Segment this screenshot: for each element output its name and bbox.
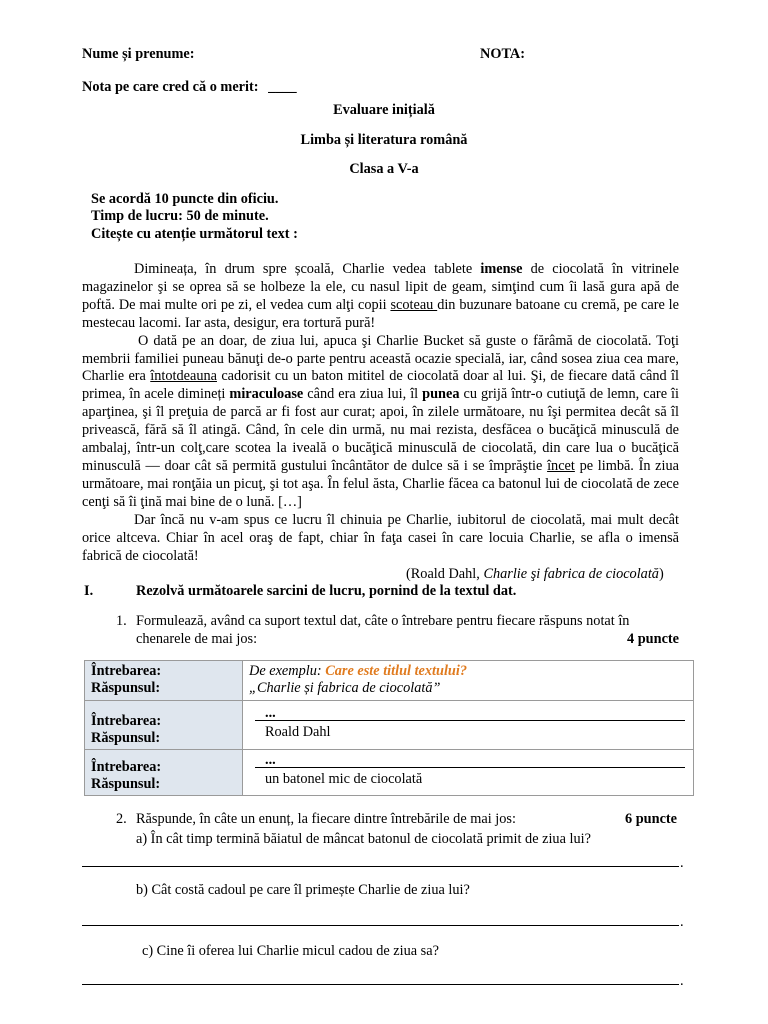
question-answer-table	[84, 660, 694, 796]
answer-cell[interactable]	[243, 750, 694, 796]
table-row	[85, 750, 694, 796]
answer-line-a[interactable]	[82, 865, 679, 867]
task2-points: 6 puncte	[625, 811, 678, 827]
row-labels: Întrebarea: Răspunsul:	[85, 701, 243, 750]
row-labels: Întrebarea: Răspunsul:	[85, 661, 243, 701]
info-read: Citește cu atenție următorul text :	[91, 226, 298, 242]
task2-number: 2.	[116, 811, 127, 827]
task1-line1: Formulează, având ca suport textul dat, câte o întrebare pentru fiecare răspuns notat în	[136, 613, 630, 629]
answer-line-c-end: .	[680, 973, 684, 989]
section-number: I.	[84, 583, 94, 599]
answer-line-b[interactable]	[82, 924, 679, 926]
answer-cell[interactable]	[243, 701, 694, 750]
title-evaluation: Evaluare inițială	[333, 102, 435, 118]
paragraph-1: Dimineața, în drum spre școală, Charlie vedea tablete imense de ciocolată în vitrinele magazinelor şi se oprea să se holbeze la ele, cu nasul lipit de geam, simţind cum îi lasă gura apă de poftă. De mai multe ori pe zi, el vedea cum alţi copii scoteau din buzunare batoane cu cremă, pe care le mestecau lacomi. Iar asta, desigur, era tortură pură!	[82, 261, 679, 331]
name-label: Nume și prenume:	[82, 46, 195, 62]
task1-points: 4 puncte	[627, 631, 680, 647]
answer-line-a-end: .	[680, 855, 684, 871]
table-row	[85, 661, 694, 701]
question-write-line[interactable]: ...	[255, 705, 685, 721]
answer-line-b-end: .	[680, 914, 684, 930]
task2-text: Răspunde, în câte un enunț, la fiecare dintre întrebările de mai jos:	[136, 811, 516, 827]
example-cell: De exemplu: Care este titlul textului? „Charlie și fabrica de ciocolată”	[243, 661, 694, 701]
text-source: (Roald Dahl, Charlie şi fabrica de ciocolată)	[406, 566, 664, 582]
task1-line2: chenarele de mai jos:	[136, 631, 258, 647]
self-grade-label: Nota pe care cred că o merit:	[82, 79, 259, 95]
answer-text: un batonel mic de ciocolată	[265, 771, 423, 787]
task1-number: 1.	[116, 613, 127, 629]
question-b: b) Cât costă cadoul pe care îl primește Charlie de ziua lui?	[136, 882, 470, 898]
answer-text: Roald Dahl	[265, 724, 331, 740]
self-grade-line	[82, 79, 297, 96]
question-a: a) În cât timp termină băiatul de mâncat batonul de ciocolată primit de ziua lui?	[136, 831, 591, 847]
section-title: Rezolvă următoarele sarcini de lucru, pornind de la textul dat.	[136, 583, 517, 599]
info-points: Se acordă 10 puncte din oficiu.	[91, 191, 279, 207]
table-row	[85, 701, 694, 750]
question-c: c) Cine îi oferea lui Charlie micul cadou de ziua sa?	[142, 943, 439, 959]
question-write-line[interactable]: ...	[255, 752, 685, 768]
title-class: Clasa a V-a	[349, 161, 419, 177]
reading-text	[82, 261, 679, 565]
title-subject: Limba și literatura română	[300, 132, 468, 148]
grade-label: NOTA:	[480, 46, 526, 62]
answer-line-c[interactable]	[82, 983, 679, 985]
info-time: Timp de lucru: 50 de minute.	[91, 208, 269, 224]
self-grade-blank: ____	[268, 79, 297, 95]
paragraph-2: O dată pe an doar, de ziua lui, apuca şi Charlie Bucket să guste o fărâmă de ciocolată. Toţi membrii familiei puneau bănuţi de-o parte pentru această ocazie specială, iar, când sosea ziua cea mare, Charlie era întotdeauna cadorisit cu un baton mititel de ciocolată doar al lui. Şi, de fiecare dată când îl primea, în acele dimineți miraculoase când era ziua lui, îl punea cu grijă într-o cutiuţă de lemn, care îi aparţinea, şi îl preţuia de parcă ar fi fost aur curat; apoi, în zilele următoare, nu îşi permitea decât să îl privească, fără să îl atingă. Când, în cele din urmă, nu mai rezista, desfăcea o bucăţică minusculă de ambalaj, într-un colţ,care scotea la iveală o bucăţică minusculă de ciocolată, din care lua o bucăţică minusculă — doar cât să permită gustului încântător de dulce să i se împrăştie încet pe limbă. În ziua următoare, mai ronţăia un picuţ, şi tot aşa. În felul ăsta, Charlie făcea ca batonul lui de ciocolată de zece cenţi să îi ţină mai bine de o lună. […]	[82, 332, 679, 510]
paragraph-3: Dar încă nu v-am spus ce lucru îl chinuia pe Charlie, iubitorul de ciocolată, mai mult decât orice altceva. Chiar în acel oraş de fapt, chiar în faţa casei în care locuia Charlie, se afla o imensă fabrică de ciocolată!	[82, 511, 679, 564]
row-labels: Întrebarea: Răspunsul:	[85, 750, 243, 796]
